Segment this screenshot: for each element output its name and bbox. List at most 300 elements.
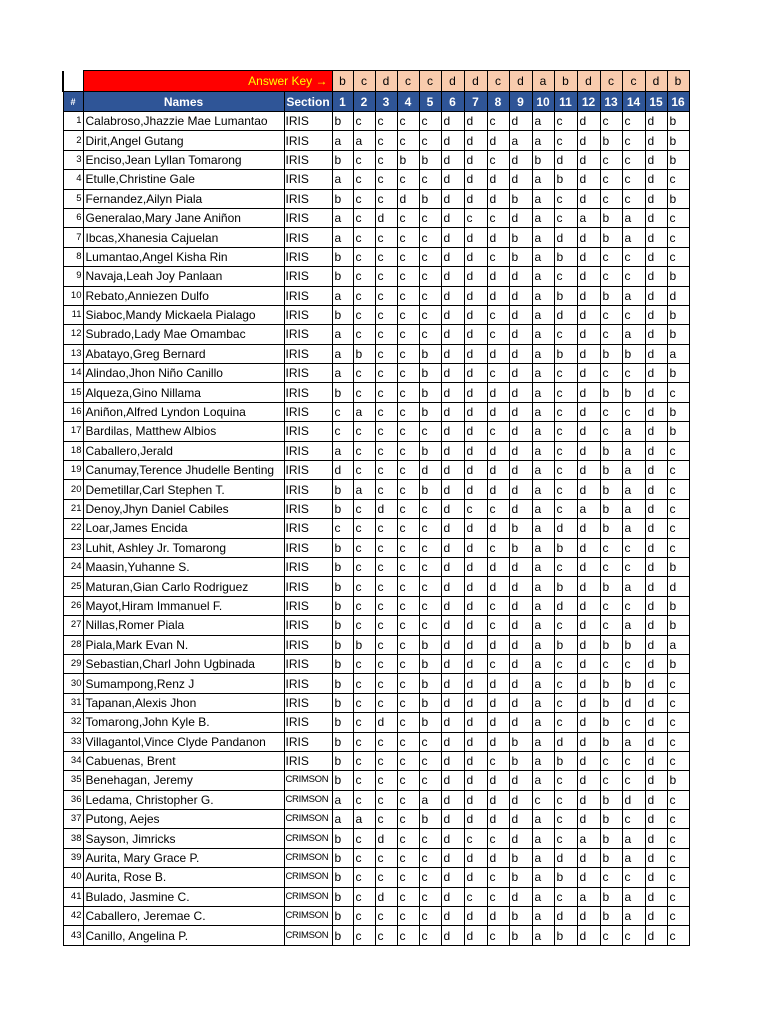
answer-cell[interactable]: d	[441, 305, 464, 324]
answer-cell[interactable]: c	[353, 771, 375, 790]
student-name-cell[interactable]: Tapanan,Alexis Jhon	[83, 693, 284, 712]
answer-cell[interactable]: d	[577, 325, 600, 344]
answer-cell[interactable]: c	[667, 713, 689, 732]
row-number-cell[interactable]: 4	[63, 170, 83, 189]
row-number-cell[interactable]: 14	[63, 364, 83, 383]
answer-cell[interactable]: c	[353, 383, 375, 402]
answer-cell[interactable]: c	[397, 480, 419, 499]
answer-cell[interactable]: b	[509, 247, 532, 266]
answer-cell[interactable]: d	[441, 402, 464, 421]
answer-cell[interactable]: c	[419, 325, 441, 344]
row-number-cell[interactable]: 2	[63, 131, 83, 150]
answer-cell[interactable]: d	[645, 790, 667, 809]
answer-cell[interactable]: c	[667, 247, 689, 266]
answer-cell[interactable]: c	[353, 713, 375, 732]
answer-cell[interactable]: b	[667, 325, 689, 344]
section-cell[interactable]: IRIS	[284, 364, 332, 383]
answer-cell[interactable]: d	[577, 713, 600, 732]
answer-cell[interactable]: a	[622, 208, 645, 227]
answer-cell[interactable]: c	[667, 790, 689, 809]
answer-cell[interactable]: d	[441, 150, 464, 169]
answer-cell[interactable]: b	[600, 208, 622, 227]
student-name-cell[interactable]: Alindao,Jhon Niño Canillo	[83, 364, 284, 383]
blank-corner-cell[interactable]	[63, 71, 83, 92]
answer-cell[interactable]: d	[509, 499, 532, 518]
answer-cell[interactable]: d	[441, 713, 464, 732]
answer-cell[interactable]: a	[353, 480, 375, 499]
student-name-cell[interactable]: Abatayo,Greg Bernard	[83, 344, 284, 363]
answer-cell[interactable]: d	[509, 713, 532, 732]
section-cell[interactable]: IRIS	[284, 189, 332, 208]
answer-cell[interactable]: a	[532, 751, 554, 770]
header-item-number[interactable]: 6	[441, 92, 464, 112]
answer-cell[interactable]: b	[600, 829, 622, 848]
answer-cell[interactable]: b	[622, 635, 645, 654]
answer-cell[interactable]: d	[332, 461, 353, 480]
header-item-number[interactable]: 14	[622, 92, 645, 112]
student-name-cell[interactable]: Loar,James Encida	[83, 519, 284, 538]
answer-cell[interactable]: d	[441, 654, 464, 673]
answer-cell[interactable]: b	[600, 907, 622, 926]
answer-cell[interactable]: d	[645, 829, 667, 848]
answer-cell[interactable]: c	[353, 868, 375, 887]
answer-cell[interactable]: a	[532, 810, 554, 829]
section-cell[interactable]: IRIS	[284, 713, 332, 732]
answer-cell[interactable]: d	[645, 441, 667, 460]
answer-cell[interactable]: d	[577, 557, 600, 576]
answer-cell[interactable]: b	[332, 616, 353, 635]
answer-cell[interactable]: c	[622, 810, 645, 829]
header-item-number[interactable]: 7	[464, 92, 487, 112]
answer-cell[interactable]: c	[397, 713, 419, 732]
answer-cell[interactable]: d	[487, 693, 509, 712]
answer-cell[interactable]: d	[441, 887, 464, 906]
answer-cell[interactable]: b	[419, 441, 441, 460]
answer-cell[interactable]: b	[353, 635, 375, 654]
answer-cell[interactable]: d	[375, 208, 397, 227]
answer-cell[interactable]: c	[600, 771, 622, 790]
answer-cell[interactable]: c	[600, 325, 622, 344]
answer-cell[interactable]: a	[622, 422, 645, 441]
row-number-cell[interactable]: 29	[63, 654, 83, 673]
answer-cell[interactable]: c	[600, 751, 622, 770]
answer-cell[interactable]: b	[600, 674, 622, 693]
answer-cell[interactable]: c	[554, 790, 577, 809]
row-number-cell[interactable]: 7	[63, 228, 83, 247]
answer-cell[interactable]: c	[397, 383, 419, 402]
answer-cell[interactable]: c	[419, 868, 441, 887]
answer-cell[interactable]: a	[577, 887, 600, 906]
answer-cell[interactable]: d	[509, 596, 532, 615]
answer-cell[interactable]: d	[375, 499, 397, 518]
answer-cell[interactable]: d	[577, 519, 600, 538]
answer-cell[interactable]: d	[577, 693, 600, 712]
row-number-cell[interactable]: 6	[63, 208, 83, 227]
section-cell[interactable]: IRIS	[284, 441, 332, 460]
answer-cell[interactable]: b	[667, 596, 689, 615]
answer-cell[interactable]: a	[622, 577, 645, 596]
row-number-cell[interactable]: 31	[63, 693, 83, 712]
answer-cell[interactable]: c	[600, 596, 622, 615]
answer-cell[interactable]: c	[353, 112, 375, 131]
answer-cell[interactable]: d	[464, 189, 487, 208]
section-cell[interactable]: IRIS	[284, 480, 332, 499]
answer-cell[interactable]: c	[554, 208, 577, 227]
student-name-cell[interactable]: Dirit,Angel Gutang	[83, 131, 284, 150]
answer-cell[interactable]: c	[554, 829, 577, 848]
answer-cell[interactable]: d	[464, 732, 487, 751]
answer-cell[interactable]: c	[419, 499, 441, 518]
header-item-number[interactable]: 4	[397, 92, 419, 112]
section-cell[interactable]: IRIS	[284, 616, 332, 635]
answer-cell[interactable]: d	[645, 461, 667, 480]
answer-cell[interactable]: c	[487, 926, 509, 945]
answer-cell[interactable]: c	[375, 519, 397, 538]
answer-key-cell[interactable]: d	[375, 71, 397, 92]
answer-cell[interactable]: c	[622, 150, 645, 169]
answer-cell[interactable]: b	[667, 131, 689, 150]
answer-cell[interactable]: c	[397, 751, 419, 770]
answer-cell[interactable]: c	[375, 228, 397, 247]
answer-cell[interactable]: d	[645, 868, 667, 887]
answer-cell[interactable]: d	[464, 286, 487, 305]
answer-cell[interactable]: a	[622, 907, 645, 926]
header-item-number[interactable]: 11	[554, 92, 577, 112]
answer-cell[interactable]: c	[397, 305, 419, 324]
answer-cell[interactable]: c	[622, 557, 645, 576]
answer-cell[interactable]: c	[375, 383, 397, 402]
answer-cell[interactable]: d	[577, 364, 600, 383]
answer-cell[interactable]: d	[464, 267, 487, 286]
answer-cell[interactable]: c	[375, 751, 397, 770]
answer-cell[interactable]: b	[600, 461, 622, 480]
answer-cell[interactable]: d	[509, 112, 532, 131]
answer-cell[interactable]: d	[577, 538, 600, 557]
answer-cell[interactable]: b	[622, 383, 645, 402]
header-item-number[interactable]: 8	[487, 92, 509, 112]
answer-cell[interactable]: c	[375, 112, 397, 131]
answer-cell[interactable]: c	[397, 829, 419, 848]
section-cell[interactable]: IRIS	[284, 344, 332, 363]
section-cell[interactable]: IRIS	[284, 577, 332, 596]
answer-cell[interactable]: b	[419, 189, 441, 208]
answer-cell[interactable]: c	[600, 267, 622, 286]
answer-cell[interactable]: c	[397, 267, 419, 286]
answer-cell[interactable]: c	[487, 887, 509, 906]
student-name-cell[interactable]: Rebato,Anniezen Dulfo	[83, 286, 284, 305]
answer-cell[interactable]: c	[397, 926, 419, 945]
answer-cell[interactable]: b	[600, 713, 622, 732]
answer-cell[interactable]: c	[397, 538, 419, 557]
header-number[interactable]: #	[63, 92, 83, 112]
answer-cell[interactable]: b	[332, 751, 353, 770]
answer-cell[interactable]: a	[532, 286, 554, 305]
answer-cell[interactable]: d	[645, 228, 667, 247]
answer-cell[interactable]: c	[375, 402, 397, 421]
answer-cell[interactable]: d	[464, 131, 487, 150]
answer-cell[interactable]: c	[667, 170, 689, 189]
answer-cell[interactable]: c	[487, 364, 509, 383]
answer-cell[interactable]: d	[577, 131, 600, 150]
answer-cell[interactable]: b	[419, 402, 441, 421]
answer-cell[interactable]: d	[645, 577, 667, 596]
answer-key-cell[interactable]: c	[419, 71, 441, 92]
answer-cell[interactable]: d	[464, 402, 487, 421]
answer-cell[interactable]: d	[577, 868, 600, 887]
answer-cell[interactable]: d	[577, 907, 600, 926]
answer-cell[interactable]: d	[645, 810, 667, 829]
section-cell[interactable]: IRIS	[284, 112, 332, 131]
answer-cell[interactable]: d	[509, 364, 532, 383]
answer-key-cell[interactable]: d	[645, 71, 667, 92]
answer-cell[interactable]: c	[397, 325, 419, 344]
answer-cell[interactable]: c	[464, 887, 487, 906]
answer-cell[interactable]: d	[441, 557, 464, 576]
answer-cell[interactable]: d	[645, 480, 667, 499]
answer-cell[interactable]: d	[464, 325, 487, 344]
row-number-cell[interactable]: 23	[63, 538, 83, 557]
section-cell[interactable]: IRIS	[284, 461, 332, 480]
answer-cell[interactable]: c	[375, 325, 397, 344]
answer-cell[interactable]: a	[532, 131, 554, 150]
answer-cell[interactable]: d	[441, 771, 464, 790]
answer-cell[interactable]: c	[419, 538, 441, 557]
answer-cell[interactable]: c	[353, 499, 375, 518]
answer-cell[interactable]: b	[332, 112, 353, 131]
row-number-cell[interactable]: 10	[63, 286, 83, 305]
answer-cell[interactable]: c	[554, 422, 577, 441]
answer-cell[interactable]: c	[375, 810, 397, 829]
row-number-cell[interactable]: 34	[63, 751, 83, 770]
answer-cell[interactable]: c	[397, 170, 419, 189]
answer-cell[interactable]: b	[600, 790, 622, 809]
answer-cell[interactable]: c	[554, 887, 577, 906]
section-cell[interactable]: IRIS	[284, 422, 332, 441]
answer-cell[interactable]: b	[419, 654, 441, 673]
answer-cell[interactable]: a	[332, 228, 353, 247]
answer-cell[interactable]: d	[441, 616, 464, 635]
answer-cell[interactable]: b	[554, 577, 577, 596]
answer-cell[interactable]: c	[622, 189, 645, 208]
answer-cell[interactable]: c	[375, 674, 397, 693]
answer-cell[interactable]: d	[464, 364, 487, 383]
answer-cell[interactable]: a	[332, 131, 353, 150]
answer-cell[interactable]: d	[441, 208, 464, 227]
row-number-cell[interactable]: 5	[63, 189, 83, 208]
answer-cell[interactable]: c	[397, 848, 419, 867]
answer-cell[interactable]: c	[419, 732, 441, 751]
answer-cell[interactable]: c	[667, 208, 689, 227]
answer-cell[interactable]: c	[397, 596, 419, 615]
answer-cell[interactable]: c	[667, 732, 689, 751]
answer-cell[interactable]: c	[667, 848, 689, 867]
answer-cell[interactable]: c	[353, 422, 375, 441]
answer-cell[interactable]: d	[667, 286, 689, 305]
answer-cell[interactable]: c	[554, 112, 577, 131]
answer-cell[interactable]: d	[441, 286, 464, 305]
answer-cell[interactable]: a	[532, 557, 554, 576]
section-cell[interactable]: IRIS	[284, 693, 332, 712]
answer-cell[interactable]: d	[509, 790, 532, 809]
answer-cell[interactable]: d	[645, 557, 667, 576]
answer-cell[interactable]: d	[441, 267, 464, 286]
answer-cell[interactable]: c	[487, 422, 509, 441]
answer-cell[interactable]: a	[532, 848, 554, 867]
row-number-cell[interactable]: 43	[63, 926, 83, 945]
student-name-cell[interactable]: Canumay,Terence Jhudelle Benting	[83, 461, 284, 480]
answer-cell[interactable]: c	[375, 170, 397, 189]
answer-cell[interactable]: d	[464, 693, 487, 712]
answer-cell[interactable]: d	[645, 344, 667, 363]
answer-cell[interactable]: c	[419, 208, 441, 227]
answer-cell[interactable]: c	[554, 383, 577, 402]
answer-cell[interactable]: c	[419, 422, 441, 441]
header-item-number[interactable]: 5	[419, 92, 441, 112]
answer-cell[interactable]: d	[554, 150, 577, 169]
answer-cell[interactable]: d	[645, 635, 667, 654]
answer-cell[interactable]: d	[464, 868, 487, 887]
answer-cell[interactable]: d	[464, 577, 487, 596]
answer-cell[interactable]: c	[554, 693, 577, 712]
header-item-number[interactable]: 9	[509, 92, 532, 112]
answer-key-cell[interactable]: d	[464, 71, 487, 92]
answer-cell[interactable]: c	[419, 267, 441, 286]
answer-cell[interactable]: a	[622, 228, 645, 247]
student-name-cell[interactable]: Fernandez,Ailyn Piala	[83, 189, 284, 208]
answer-cell[interactable]: b	[419, 344, 441, 363]
row-number-cell[interactable]: 11	[63, 305, 83, 324]
answer-cell[interactable]: d	[464, 596, 487, 615]
section-cell[interactable]: IRIS	[284, 383, 332, 402]
answer-cell[interactable]: c	[397, 519, 419, 538]
answer-cell[interactable]: c	[667, 674, 689, 693]
answer-cell[interactable]: c	[622, 402, 645, 421]
section-cell[interactable]: CRIMSON	[284, 790, 332, 809]
answer-cell[interactable]: d	[441, 519, 464, 538]
answer-cell[interactable]: b	[353, 344, 375, 363]
student-name-cell[interactable]: Aniñon,Alfred Lyndon Loquina	[83, 402, 284, 421]
answer-cell[interactable]: b	[509, 189, 532, 208]
answer-cell[interactable]: d	[487, 402, 509, 421]
answer-cell[interactable]: b	[419, 810, 441, 829]
answer-cell[interactable]: d	[509, 383, 532, 402]
answer-cell[interactable]: d	[441, 422, 464, 441]
answer-cell[interactable]: b	[600, 499, 622, 518]
answer-cell[interactable]: c	[397, 868, 419, 887]
row-number-cell[interactable]: 8	[63, 247, 83, 266]
answer-cell[interactable]: d	[464, 461, 487, 480]
answer-cell[interactable]: c	[419, 519, 441, 538]
answer-cell[interactable]: c	[375, 364, 397, 383]
answer-cell[interactable]: d	[577, 596, 600, 615]
answer-cell[interactable]: a	[622, 480, 645, 499]
answer-cell[interactable]: d	[487, 189, 509, 208]
answer-cell[interactable]: b	[419, 364, 441, 383]
answer-cell[interactable]: b	[332, 557, 353, 576]
answer-cell[interactable]: c	[353, 305, 375, 324]
student-name-cell[interactable]: Enciso,Jean Lyllan Tomarong	[83, 150, 284, 169]
answer-cell[interactable]: c	[397, 810, 419, 829]
answer-cell[interactable]: c	[419, 305, 441, 324]
answer-cell[interactable]: c	[332, 402, 353, 421]
answer-cell[interactable]: b	[667, 616, 689, 635]
answer-cell[interactable]: d	[645, 383, 667, 402]
answer-cell[interactable]: b	[509, 519, 532, 538]
answer-cell[interactable]: c	[554, 364, 577, 383]
answer-key-cell[interactable]: d	[441, 71, 464, 92]
header-item-number[interactable]: 13	[600, 92, 622, 112]
answer-cell[interactable]: c	[353, 170, 375, 189]
answer-cell[interactable]: b	[667, 189, 689, 208]
section-cell[interactable]: IRIS	[284, 131, 332, 150]
answer-cell[interactable]: b	[332, 868, 353, 887]
answer-cell[interactable]: a	[622, 616, 645, 635]
answer-cell[interactable]: d	[464, 557, 487, 576]
answer-cell[interactable]: c	[419, 228, 441, 247]
answer-cell[interactable]: b	[419, 150, 441, 169]
answer-cell[interactable]: d	[419, 461, 441, 480]
section-cell[interactable]: IRIS	[284, 557, 332, 576]
answer-cell[interactable]: c	[397, 577, 419, 596]
answer-cell[interactable]: d	[577, 771, 600, 790]
answer-cell[interactable]: c	[622, 713, 645, 732]
answer-key-cell[interactable]: d	[509, 71, 532, 92]
answer-cell[interactable]: c	[464, 499, 487, 518]
section-cell[interactable]: IRIS	[284, 305, 332, 324]
answer-cell[interactable]: d	[509, 267, 532, 286]
answer-cell[interactable]: b	[667, 150, 689, 169]
answer-cell[interactable]: d	[577, 189, 600, 208]
answer-cell[interactable]: c	[487, 751, 509, 770]
answer-cell[interactable]: b	[332, 383, 353, 402]
header-item-number[interactable]: 2	[353, 92, 375, 112]
answer-cell[interactable]: c	[353, 286, 375, 305]
answer-cell[interactable]: d	[464, 344, 487, 363]
student-name-cell[interactable]: Etulle,Christine Gale	[83, 170, 284, 189]
answer-cell[interactable]: c	[554, 480, 577, 499]
answer-cell[interactable]: c	[397, 732, 419, 751]
answer-cell[interactable]: d	[577, 422, 600, 441]
answer-cell[interactable]: a	[419, 790, 441, 809]
answer-cell[interactable]: d	[487, 771, 509, 790]
answer-cell[interactable]: c	[487, 596, 509, 615]
answer-cell[interactable]: a	[332, 364, 353, 383]
answer-cell[interactable]: c	[667, 461, 689, 480]
answer-cell[interactable]: d	[487, 790, 509, 809]
answer-key-cell[interactable]: b	[667, 71, 689, 92]
answer-cell[interactable]: d	[464, 170, 487, 189]
answer-cell[interactable]: d	[577, 577, 600, 596]
answer-cell[interactable]: d	[645, 538, 667, 557]
answer-cell[interactable]: d	[464, 790, 487, 809]
answer-cell[interactable]: c	[622, 868, 645, 887]
row-number-cell[interactable]: 18	[63, 441, 83, 460]
row-number-cell[interactable]: 26	[63, 596, 83, 615]
row-number-cell[interactable]: 17	[63, 422, 83, 441]
answer-cell[interactable]: c	[397, 441, 419, 460]
student-name-cell[interactable]: Caballero,Jerald	[83, 441, 284, 460]
answer-cell[interactable]: c	[622, 131, 645, 150]
student-name-cell[interactable]: Generalao,Mary Jane Aniñon	[83, 208, 284, 227]
answer-cell[interactable]: b	[332, 693, 353, 712]
row-number-cell[interactable]: 19	[63, 461, 83, 480]
answer-cell[interactable]: d	[441, 674, 464, 693]
student-name-cell[interactable]: Maturan,Gian Carlo Rodriguez	[83, 577, 284, 596]
answer-cell[interactable]: d	[441, 383, 464, 402]
answer-cell[interactable]: c	[600, 538, 622, 557]
answer-cell[interactable]: c	[554, 267, 577, 286]
answer-cell[interactable]: a	[532, 344, 554, 363]
